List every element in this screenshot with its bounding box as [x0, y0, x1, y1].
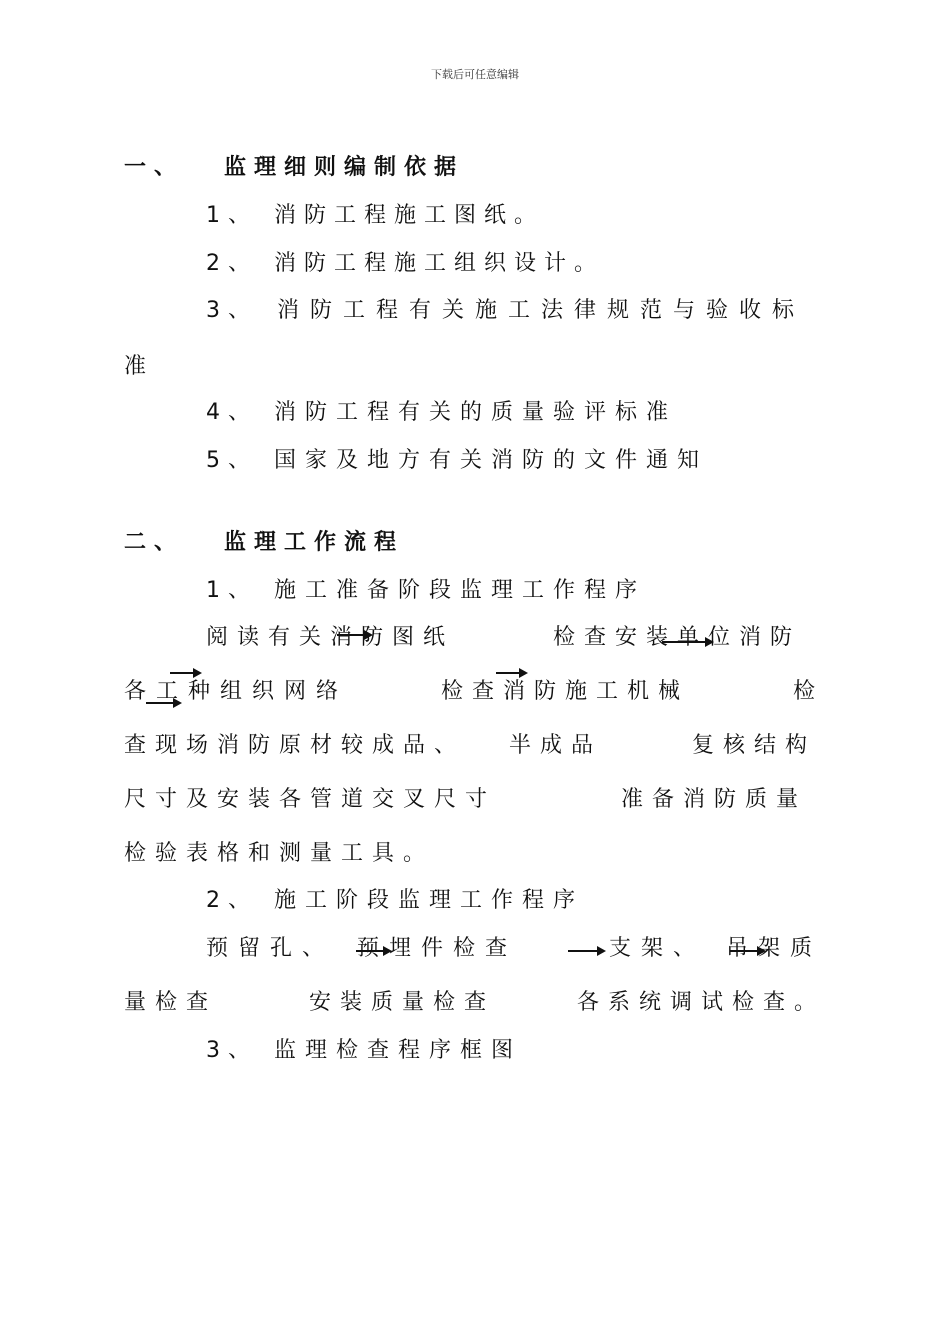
list-item-text: 消防工程有关施工法律规范与验收标: [277, 298, 806, 323]
flow-step: 准备消防质量: [621, 787, 808, 812]
flow-arrow-icon: [496, 672, 526, 674]
flow-step: 吊架质: [726, 936, 823, 961]
flow-step: 阅读有关消防图纸: [206, 625, 455, 650]
flow-step: 各工种组织网络: [124, 679, 349, 704]
list-item-number: 1、: [206, 578, 258, 603]
list-item-number: 3、: [206, 298, 258, 323]
flow-step: 预留孔、: [206, 936, 335, 961]
flow-step: 检查安装单位消防: [553, 625, 802, 650]
list-item-text-continued: 准: [124, 354, 155, 379]
flow-step: 检: [793, 679, 824, 704]
flow-arrow-icon: [662, 641, 712, 643]
list-item-number: 2、: [206, 888, 258, 913]
flow-step: 检查消防施工机械: [441, 679, 690, 704]
list-item-text: 消防工程施工组织设计。: [274, 251, 605, 276]
flow-step: 检验表格和测量工具。: [124, 841, 435, 866]
flow-arrow-icon: [337, 634, 371, 636]
flow-arrow-icon: [356, 950, 390, 952]
flow-arrow-icon: [146, 702, 180, 704]
section-number: 二、: [124, 530, 185, 555]
list-item-number: 4、: [206, 400, 258, 425]
flow-arrow-icon: [730, 950, 764, 952]
flow-step: 安装质量检查: [309, 990, 496, 1015]
flow-step: 查现场消防原材较成品、: [124, 733, 466, 758]
flow-step: 半成品: [509, 733, 603, 758]
flow-step: 预埋件检查: [357, 936, 518, 961]
flow-step: 各系统调试检查。: [577, 990, 826, 1015]
flow-step: 复核结构: [692, 733, 817, 758]
section-number: 一、: [124, 155, 185, 180]
list-item-number: 2、: [206, 251, 258, 276]
page-header-note: 下载后可任意编辑: [431, 68, 519, 81]
flow-step: 量检查: [124, 990, 218, 1015]
list-item-text: 消防工程有关的质量验评标准: [274, 400, 678, 425]
list-item-text: 施工阶段监理工作程序: [274, 888, 585, 913]
flow-arrow-icon: [170, 672, 200, 674]
list-item-number: 3、: [206, 1038, 258, 1063]
list-item-text: 监理检查程序框图: [274, 1038, 523, 1063]
list-item-text: 施工准备阶段监理工作程序: [274, 578, 647, 603]
list-item-text: 国家及地方有关消防的文件通知: [274, 448, 709, 473]
flow-step: 支架、: [609, 936, 706, 961]
flow-step: 尺寸及安装各管道交叉尺寸: [124, 787, 497, 812]
list-item-text: 消防工程施工图纸。: [274, 203, 545, 228]
section-title: 监理工作流程: [224, 530, 405, 555]
list-item-number: 1、: [206, 203, 258, 228]
flow-arrow-icon: [568, 950, 604, 952]
section-title: 监理细则编制依据: [224, 155, 465, 180]
list-item-number: 5、: [206, 448, 258, 473]
